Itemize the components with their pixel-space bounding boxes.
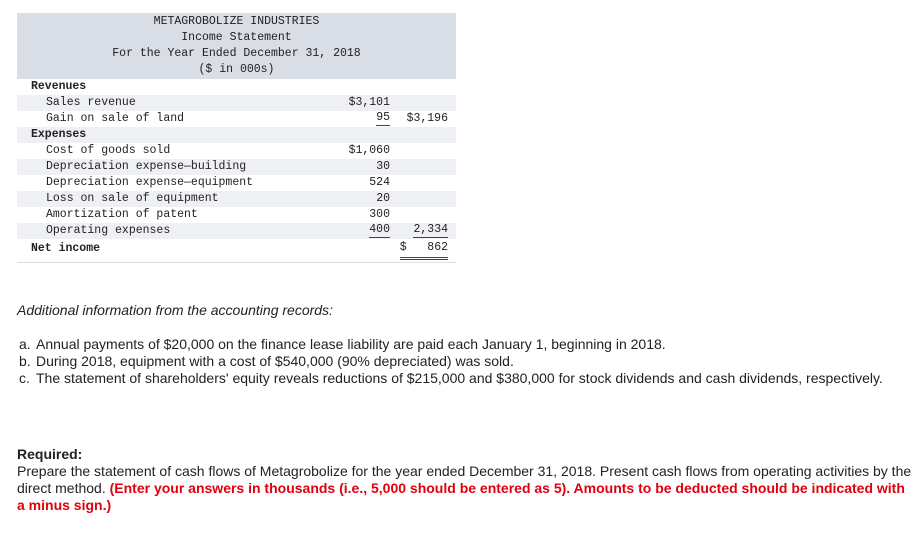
row-amount: 30 bbox=[376, 160, 390, 173]
row-amount: 20 bbox=[376, 192, 390, 205]
statement-row bbox=[17, 175, 456, 191]
item-text: Annual payments of $20,000 on the finance lease liability are paid each January 1, beginning in 2018. bbox=[36, 336, 666, 352]
statement-period: For the Year Ended December 31, 2018 bbox=[112, 47, 361, 60]
statement-row bbox=[17, 207, 456, 223]
net-income-value: $ 862 bbox=[400, 239, 448, 260]
statement-header bbox=[17, 13, 456, 79]
revenues-heading-row bbox=[17, 79, 456, 95]
net-income-label: Net income bbox=[31, 242, 101, 255]
expenses-heading-row bbox=[17, 127, 456, 143]
expenses-heading: Expenses bbox=[31, 128, 87, 141]
row-amount: $3,101 bbox=[348, 96, 390, 109]
item-marker: a. bbox=[19, 336, 31, 352]
statement-title: Income Statement bbox=[181, 31, 292, 44]
row-label: Sales revenue bbox=[46, 96, 136, 109]
row-label: Amortization of patent bbox=[46, 208, 198, 221]
row-amount: 95 bbox=[376, 111, 390, 124]
row-label: Loss on sale of equipment bbox=[46, 192, 219, 205]
row-label: Operating expenses bbox=[46, 224, 171, 237]
row-total: $3,196 bbox=[406, 112, 448, 125]
row-amount: 524 bbox=[369, 176, 390, 189]
statement-bottom-rule bbox=[17, 262, 456, 265]
statement-row bbox=[17, 143, 456, 159]
row-total: 2,334 bbox=[413, 223, 448, 236]
row-label: Cost of goods sold bbox=[46, 144, 171, 157]
required-text: Prepare the statement of cash flows of Metagrobolize for the year ended December 31, 2018. Present cash flows from operating activities by the direct method. bbox=[17, 463, 912, 496]
list-item bbox=[17, 370, 912, 387]
statement-row bbox=[17, 111, 456, 127]
row-amount: $1,060 bbox=[348, 144, 390, 157]
item-marker: b. bbox=[19, 353, 31, 369]
required-instructions bbox=[17, 463, 914, 514]
list-item bbox=[17, 353, 912, 370]
additional-info-title: Additional information from the accounting records: bbox=[17, 302, 333, 318]
list-item bbox=[17, 336, 912, 353]
statement-row bbox=[17, 191, 456, 207]
income-statement bbox=[17, 13, 456, 265]
item-marker: c. bbox=[19, 370, 30, 386]
required-section bbox=[17, 446, 914, 514]
company-name: METAGROBOLIZE INDUSTRIES bbox=[153, 15, 320, 28]
row-label: Gain on sale of land bbox=[46, 112, 185, 125]
revenues-heading: Revenues bbox=[31, 80, 87, 93]
required-emphasis: (Enter your answers in thousands (i.e., 5,000 should be entered as 5). Amounts to be deducted should be indicated with a minus sign.) bbox=[17, 480, 905, 513]
required-title: Required: bbox=[17, 446, 83, 462]
row-label: Depreciation expense—building bbox=[46, 160, 247, 173]
item-text: The statement of shareholders' equity reveals reductions of $215,000 and $380,000 for stock dividends and cash dividends, respectively. bbox=[36, 370, 883, 386]
statement-row bbox=[17, 223, 456, 239]
statement-row bbox=[17, 159, 456, 175]
row-label: Depreciation expense—equipment bbox=[46, 176, 254, 189]
net-income-row bbox=[17, 239, 456, 259]
row-amount: 300 bbox=[369, 208, 390, 221]
row-amount: 400 bbox=[369, 223, 390, 236]
additional-info-list bbox=[17, 336, 912, 387]
item-text: During 2018, equipment with a cost of $540,000 (90% depreciated) was sold. bbox=[36, 353, 514, 369]
statement-units: ($ in 000s) bbox=[198, 63, 275, 76]
statement-row bbox=[17, 95, 456, 111]
